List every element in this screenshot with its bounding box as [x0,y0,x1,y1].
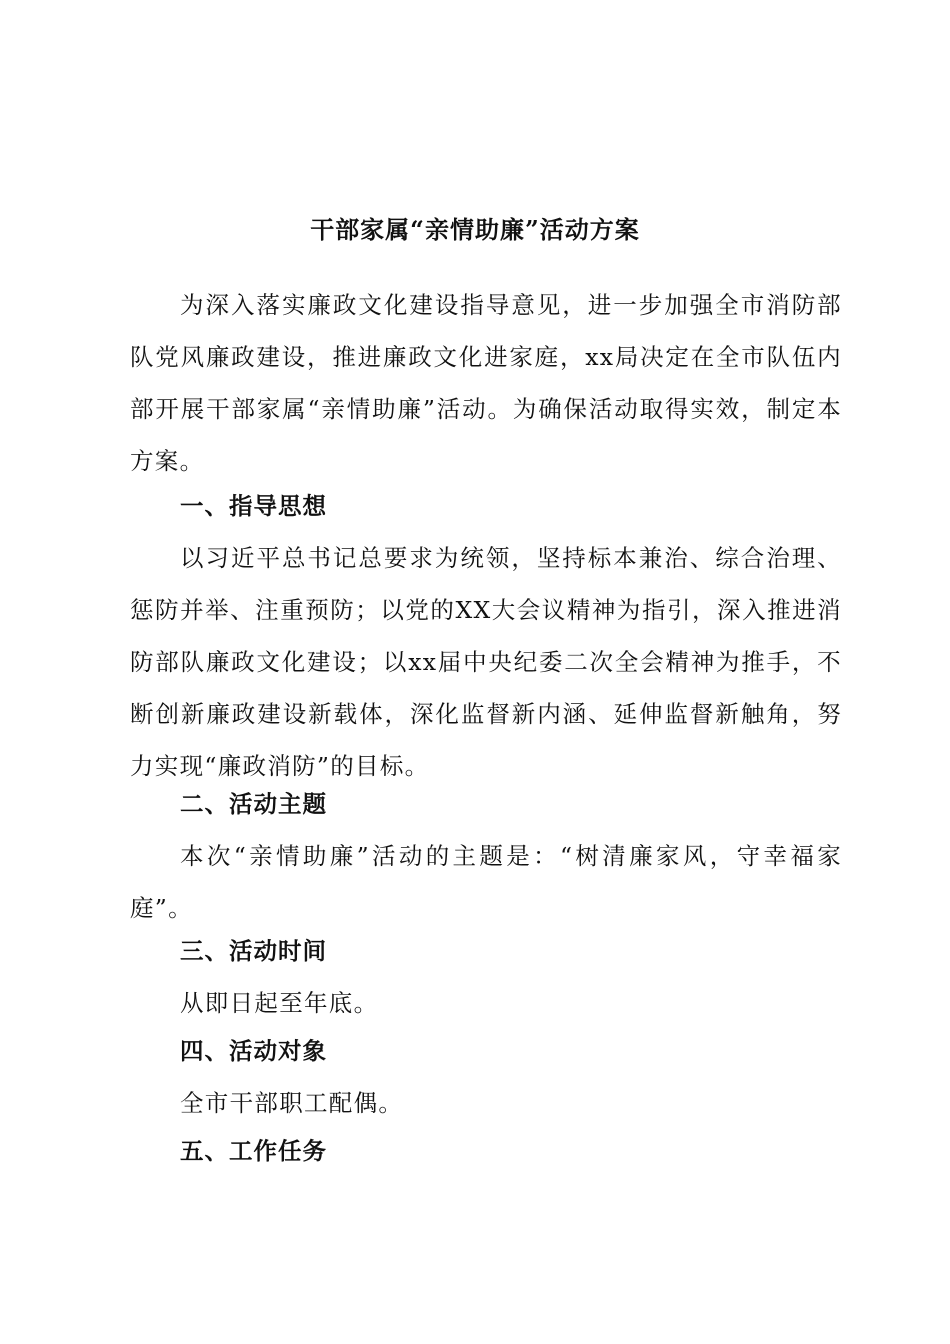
document-title: 干部家属“亲情助廉”活动方案 [310,215,640,244]
section-heading: 五、工作任务 [180,1137,327,1165]
intro-paragraph: 为深入落实廉政文化建设指导意见，进一步加强全市消防部队党风廉政建设，推进廉政文化进家庭，xx局决定在全市队伍内部开展干部家属“亲情助廉”活动。为确保活动取得实效，制定本方案。 [130,291,842,475]
section-heading: 二、活动主题 [180,790,327,818]
section-body: 全市干部职工配偶。 [180,1089,404,1117]
section-4 [130,1025,842,1129]
section-5 [130,1125,842,1177]
section-2 [130,778,842,934]
section-1 [130,480,842,792]
section-3 [130,925,842,1029]
intro-paragraph-block [130,279,842,487]
section-heading: 四、活动对象 [180,1037,327,1065]
section-body: 以习近平总书记总要求为统领，坚持标本兼治、综合治理、惩防并举、注重预防；以党的XX大会议精神为指引，深入推进消防部队廉政文化建设；以xx届中央纪委二次全会精神为推手，不断创新廉政建设新载体，深化监督新内涵、延伸监督新触角，努力实现“廉政消防”的目标。 [130,544,842,780]
section-heading: 一、指导思想 [180,492,327,520]
section-heading: 三、活动时间 [180,937,327,965]
section-body: 从即日起至年底。 [180,989,379,1017]
section-body: 本次“亲情助廉”活动的主题是：“树清廉家风，守幸福家庭”。 [130,842,842,922]
